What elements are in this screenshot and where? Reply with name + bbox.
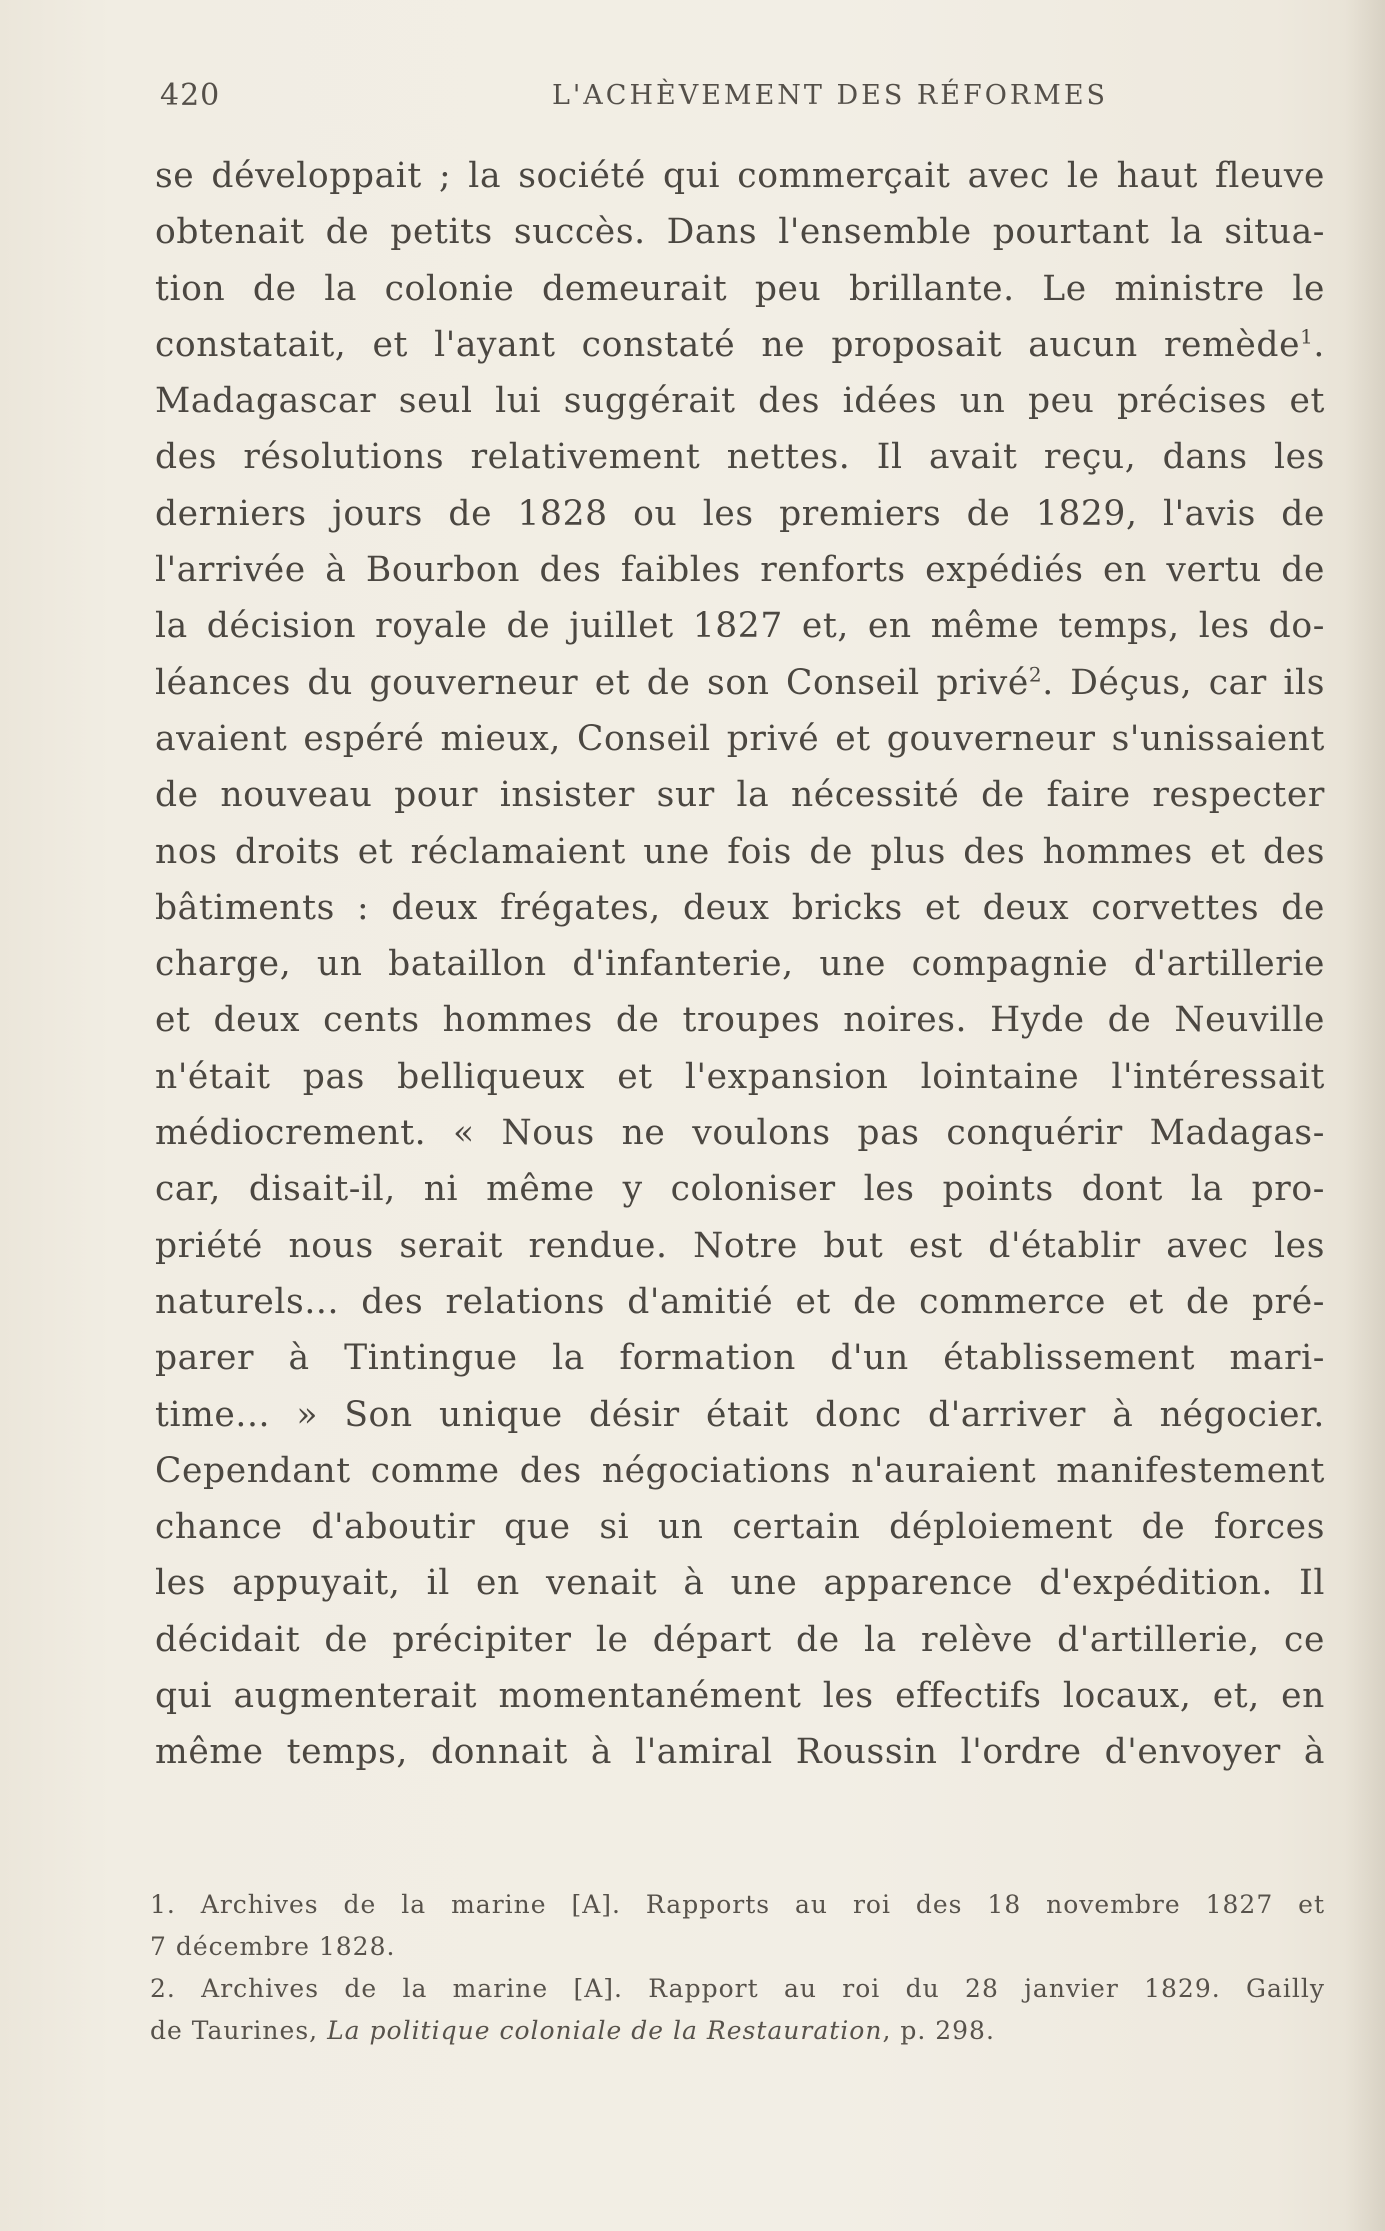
footnote-2-page-ref: , p. 298. — [882, 2016, 995, 2045]
footnote-2-author: de Taurines, — [150, 2016, 319, 2045]
text-line-20: priété nous serait rendue. Notre but est d'établir avec les — [155, 1225, 1325, 1266]
text-line-4-end: . — [1313, 324, 1325, 365]
text-line-4-main: constatait, et l'ayant constaté ne proposait aucun remède — [155, 324, 1301, 365]
footnote-1-line-2: 7 décembre 1828. — [150, 1932, 396, 1961]
text-line-18: médiocrement. « Nous ne voulons pas conquérir Madagas- — [155, 1113, 1325, 1154]
footnote-2-book-title: La politique coloniale de la Restauration — [327, 2016, 883, 2045]
text-line-11: avaient espéré mieux, Conseil privé et gouverneur s'unissaient — [155, 718, 1325, 759]
running-title: L'ACHÈVEMENT DES RÉFORMES — [551, 80, 1109, 111]
text-line-16: et deux cents hommes de troupes noires. Hyde de Neuville — [155, 1000, 1325, 1041]
text-line-26: les appuyait, il en venait à une apparence d'expédition. Il — [155, 1563, 1325, 1604]
text-line-29: même temps, donnait à l'amiral Roussin l'ordre d'envoyer à — [155, 1732, 1325, 1773]
footnote-2-line-2 — [150, 2010, 1325, 2052]
text-line-5: Madagascar seul lui suggérait des idées un peu précises et — [155, 381, 1325, 422]
text-line-13: nos droits et réclamaient une fois de plus des hommes et des — [155, 831, 1325, 872]
text-line-24: Cependant comme des négociations n'auraient manifestement — [155, 1450, 1325, 1491]
text-line-10-main: léances du gouverneur et de son Conseil privé — [155, 662, 1029, 703]
text-line-1: se développait ; la société qui commerçait avec le haut fleuve — [155, 156, 1325, 196]
text-line-2: obtenait de petits succès. Dans l'ensemble pourtant la situa- — [155, 212, 1325, 253]
text-line-10-end: . Déçus, car ils — [1042, 662, 1325, 703]
text-line-10 — [155, 655, 1325, 711]
footnote-ref-2: 2 — [1028, 662, 1043, 687]
text-line-22: parer à Tintingue la formation d'un établissement mari- — [155, 1338, 1325, 1379]
page-edge-shadow — [1345, 0, 1385, 2231]
text-line-4 — [155, 317, 1325, 373]
text-line-19: car, disait-il, ni même y coloniser les points dont la pro- — [155, 1169, 1325, 1210]
text-line-15: charge, un bataillon d'infanterie, une compagnie d'artillerie — [155, 944, 1325, 985]
footnote-2-line-1: 2. Archives de la marine [A]. Rapport au roi du 28 janvier 1829. Gailly — [150, 1974, 1325, 2003]
page-number: 420 — [160, 78, 221, 113]
text-line-7: derniers jours de 1828 ou les premiers de 1829, l'avis de — [155, 493, 1325, 534]
text-line-17: n'était pas belliqueux et l'expansion lointaine l'intéressait — [155, 1056, 1325, 1097]
text-line-14: bâtiments : deux frégates, deux bricks et deux corvettes de — [155, 887, 1325, 928]
text-line-28: qui augmenterait momentanément les effectifs locaux, et, en — [155, 1676, 1325, 1717]
text-line-8: l'arrivée à Bourbon des faibles renforts expédiés en vertu de — [155, 550, 1325, 591]
page-header — [160, 78, 1320, 122]
text-line-27: décidait de précipiter le départ de la relève d'artillerie, ce — [155, 1619, 1325, 1660]
text-line-25: chance d'aboutir que si un certain déploiement de forces — [155, 1507, 1325, 1548]
text-line-9: la décision royale de juillet 1827 et, en même temps, les do- — [155, 606, 1325, 647]
text-line-12: de nouveau pour insister sur la nécessité de faire respecter — [155, 775, 1325, 816]
text-line-3: tion de la colonie demeurait peu brillante. Le ministre le — [155, 268, 1325, 309]
text-line-21: naturels... des relations d'amitié et de commerce et de pré- — [155, 1281, 1325, 1322]
body-text — [155, 148, 1325, 1781]
text-line-23: time... » Son unique désir était donc d'arriver à négocier. — [155, 1394, 1325, 1435]
footnote-ref-1: 1 — [1300, 324, 1314, 349]
footnotes — [150, 1884, 1325, 2052]
footnote-1-line-1: 1. Archives de la marine [A]. Rapports au roi des 18 novembre 1827 et — [150, 1890, 1325, 1919]
text-line-6: des résolutions relativement nettes. Il avait reçu, dans les — [155, 437, 1325, 478]
